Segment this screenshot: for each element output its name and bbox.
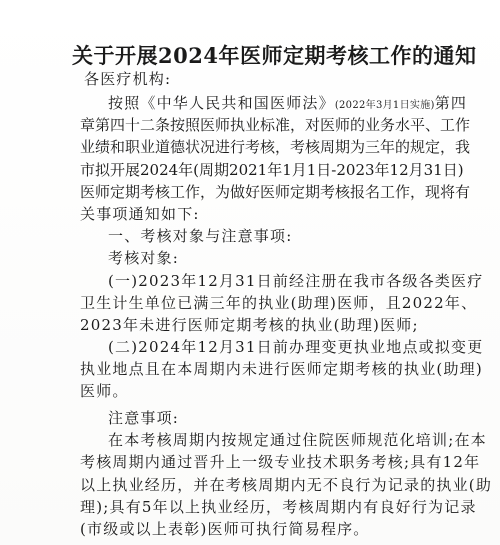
addressee: 各医疗机构:	[84, 70, 172, 88]
paragraph-line	[108, 94, 467, 115]
list-item-continuation: 2023年未进行医师定期考核的执业(助理)医师;	[80, 315, 419, 334]
list-item: (一)2023年12月31日前经注册在我市各级各类医疗	[108, 271, 484, 290]
note-line: (市级或以上表彰)医师可执行简易程序。	[80, 520, 370, 538]
section-heading: 一、考核对象与注意事项:	[108, 227, 293, 246]
paragraph-line: 关事项通知如下:	[80, 204, 200, 223]
list-item-continuation: 医师。	[80, 382, 129, 401]
note-line: 考核周期内通过晋升上一级专业技术职务考核;具有12年	[80, 453, 481, 472]
list-item-continuation: 卫生计生单位已满三年的执业(助理)医师，且2022年、	[80, 293, 478, 312]
paragraph-text: 第四	[434, 94, 468, 112]
law-date-note: (2022年3月1日实施)	[334, 100, 435, 111]
law-reference: 按照《中华人民共和国医师法》	[108, 94, 335, 112]
list-item-continuation: 执业地点且在本周期内未进行医师定期考核的执业(助理)	[80, 360, 483, 379]
note-line: 以上执业经历，并在考核周期内无不良行为记录的执业(助	[80, 475, 493, 494]
note-line: 在本考核周期内按规定通过住院医师规范化培训;在本	[108, 431, 487, 450]
paragraph-line: 业绩和职业道德状况进行考核，考核周期为三年的规定，我	[80, 138, 471, 157]
document-title: 关于开展2024年医师定期考核工作的通知	[72, 43, 477, 68]
paragraph-line: 章第四十二条按照医师执业标准，对医师的业务水平、工作	[80, 116, 471, 135]
paragraph-line: 医师定期考核工作，为做好医师定期考核报名工作，现将有	[80, 182, 471, 201]
paragraph-line: 市拟开展2024年(周期2021年1月1日-2023年12月31日)	[80, 160, 464, 179]
subheading: 考核对象:	[108, 249, 180, 268]
note-line: 理);具有5年以上执业经历，考核周期内有良好行为记录	[80, 497, 477, 516]
subheading: 注意事项:	[108, 409, 180, 428]
list-item: (二)2024年12月31日前办理变更执业地点或拟变更	[108, 338, 484, 356]
